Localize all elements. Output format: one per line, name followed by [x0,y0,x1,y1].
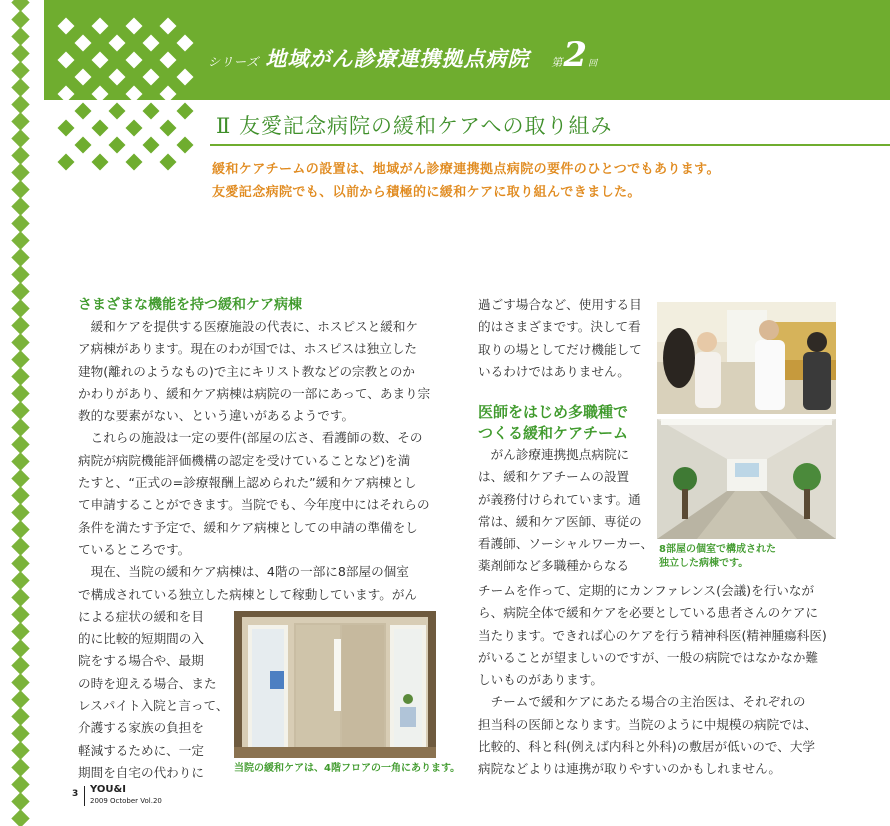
diamond-decoration [177,69,194,86]
footer-divider [84,786,85,806]
diamond-decoration [11,486,29,504]
section-title: Ⅱ 友愛記念病院の緩和ケアへの取り組み [216,114,613,138]
body-line: 常は、緩和ケア医師、専従の [478,513,642,529]
heading-palliative-ward: さまざまな機能を持つ緩和ケア病棟 [78,297,302,313]
body-line: による症状の緩和を目 [78,608,204,624]
body-line: 条件を満たす予定で、緩和ケア病棟としての申請の準備をし [78,519,418,535]
diamond-decoration [11,554,29,572]
body-line: 建物(離れのようなもの)で主にキリスト教などの宗教とのか [78,363,416,379]
heading-line: 医師をはじめ多職種で [478,403,629,421]
ward-corridor-photo [657,419,836,539]
body-line: 取りの場としてだけ機能して [478,341,642,357]
diamond-decoration [160,120,177,137]
diamond-decoration [11,44,29,62]
photo-caption-entrance: 当院の緩和ケアは、4階フロアの一角にあります。 [234,763,461,774]
issue-prefix: 第 [551,56,563,69]
diamond-decoration [92,52,109,69]
diamond-decoration [11,622,29,640]
body-line: 介護する家族の負担を [78,720,204,736]
body-line: 病院が病院機能評価機構の認定を受けていることなど)を満 [78,452,411,468]
diamond-decoration [11,775,29,793]
diamond-decoration [11,112,29,130]
diamond-decoration [11,741,29,759]
ward-entrance-photo [234,611,436,758]
body-line: 院をする場合や、最期 [78,653,204,669]
diamond-decoration [11,503,29,521]
diamond-decoration [177,137,194,154]
diamond-decoration [11,333,29,351]
diamond-decoration [11,792,29,810]
magazine-issue: 2009 October Vol.20 [90,797,162,805]
issue-digit: 2 [563,35,588,75]
body-line: 期間を自宅の代わりに [78,764,204,780]
diamond-decoration [143,35,160,52]
diamond-decoration [177,35,194,52]
diamond-decoration [11,248,29,266]
body-line: 軽減するために、一定 [78,742,204,758]
right-column-top [478,294,654,383]
diamond-decoration [126,154,143,171]
diamond-decoration [11,809,29,826]
diamond-decoration [11,129,29,147]
diamond-decoration [11,231,29,249]
intro-line: 緩和ケアチームの設置は、地域がん診療連携拠点病院の要件のひとつでもあります。 [212,162,720,177]
body-line: 病院などよりは連携が取りやすいのかもしれません。 [478,761,782,777]
body-line: かわりがあり、緩和ケア病棟は病院の一部にあって、あまり宗 [78,385,431,401]
diamond-decoration [11,758,29,776]
diamond-decoration [109,69,126,86]
diamond-decoration [11,571,29,589]
heading-line: つくる緩和ケアチーム [478,424,629,442]
diamond-decoration [11,367,29,385]
diamond-decoration [177,103,194,120]
body-line: 薬剤師など多職種からなる [478,558,630,574]
diamond-decoration [11,452,29,470]
diamond-decoration [11,724,29,742]
series-heading [208,35,598,75]
body-line: レスパイト入院と言って、 [78,698,229,714]
diamond-decoration [11,163,29,181]
series-label: シリーズ [208,55,260,69]
diamond-decoration [11,384,29,402]
diamond-decoration [11,27,29,45]
diamond-decoration [160,52,177,69]
diamond-decoration [11,673,29,691]
body-line: 看護師、ソーシャルワーカー、 [478,536,654,552]
body-line: 現在、当院の緩和ケア病棟は、4階の一部に8部屋の個室 [78,564,409,580]
body-line: の時を迎える場合、また [78,675,217,691]
diamond-decoration [11,350,29,368]
diamond-decoration [160,18,177,35]
body-line: ら、病院全体で緩和ケアを必要としている患者さんのケアに [478,605,819,621]
diamond-decoration [92,86,109,103]
diamond-decoration [126,18,143,35]
heading-care-team [478,402,654,444]
body-line: 過ごす場合など、使用する目 [478,297,642,312]
diamond-decoration [11,690,29,708]
diamond-decoration [11,520,29,538]
diamond-decoration [92,154,109,171]
diamond-decoration [126,86,143,103]
diamond-decoration [126,120,143,137]
right-column-bottom [478,580,850,781]
photo-caption-corridor [659,543,776,571]
diamond-decoration [58,18,75,35]
diamond-decoration [143,103,160,120]
diamond-decoration [11,588,29,606]
body-line: 教的な要素がない、という違いがあるようです。 [78,408,355,424]
diamond-decoration [92,18,109,35]
diamond-decoration [109,35,126,52]
body-line: ているところです。 [78,541,191,557]
diamond-decoration [11,605,29,623]
diamond-decoration [58,120,75,137]
diamond-decoration [11,197,29,215]
body-line: で構成されている独立した病棟として稼動しています。がん [78,586,418,602]
body-line: たすと、“正式の=診療報酬上認められた”緩和ケア病棟とし [78,475,417,491]
diamond-decoration [109,137,126,154]
body-line: チームで緩和ケアにあたる場合の主治医は、それぞれの [478,694,806,710]
body-line: 当たります。できれば心のケアを行う精神科医(精神腫瘍科医) [478,627,827,643]
diamond-decoration [11,707,29,725]
diamond-decoration [11,316,29,334]
caption-line: 8部屋の個室で構成された [659,544,776,555]
diamond-decoration [11,146,29,164]
diamond-decoration [58,52,75,69]
page-number: 3 [72,789,79,799]
diamond-decoration [143,137,160,154]
body-line: これらの施設は一定の要件(部屋の広さ、看護師の数、その [78,430,423,446]
body-line: が義務付けられています。通 [478,491,641,507]
body-line: は、緩和ケアチームの設置 [478,469,630,485]
diamond-decoration [11,639,29,657]
diamond-pattern-decoration [60,20,200,170]
diamond-decoration [11,418,29,436]
body-line: 比較的、科と科(例えば内科と外科)の敷居が低いので、大学 [478,739,816,755]
diamond-border [0,0,44,826]
diamond-decoration [160,154,177,171]
diamond-decoration [11,537,29,555]
diamond-decoration [75,103,92,120]
body-line: がん診療連携拠点病院に [478,447,630,462]
diamond-decoration [75,35,92,52]
diamond-decoration [11,469,29,487]
diamond-decoration [126,52,143,69]
diamond-decoration [11,95,29,113]
diamond-decoration [11,180,29,198]
diamond-decoration [11,299,29,317]
diamond-decoration [11,78,29,96]
body-line: いるわけではありません。 [478,363,630,379]
body-line: て申請することができます。当院でも、今年度中にはそれらの [78,497,430,513]
staff-team-photo [657,302,836,414]
diamond-decoration [143,69,160,86]
diamond-decoration [75,137,92,154]
diamond-decoration [11,435,29,453]
right-column-team [478,402,654,578]
body-line: しいものがあります。 [478,672,603,688]
body-line: チームを作って、定期的にカンファレンス(会議)を行いなが [478,583,815,598]
body-line: 的はさまざまです。決して看 [478,319,641,335]
diamond-decoration [58,86,75,103]
diamond-decoration [11,656,29,674]
section-title-bar [210,102,890,146]
diamond-decoration [11,61,29,79]
body-line: がいることが望ましいのですが、一般の病院ではなかなか難 [478,649,819,665]
magazine-name: YOU&I [90,784,126,795]
issue-number [551,35,598,75]
diamond-decoration [75,69,92,86]
series-title: 地域がん診療連携拠点病院 [265,46,530,71]
diamond-decoration [109,103,126,120]
diamond-decoration [11,214,29,232]
caption-line: 独立した病棟です。 [659,558,749,569]
diamond-decoration [11,401,29,419]
body-line: 的に比較的短期間の入 [78,631,204,647]
body-line: 緩和ケアを提供する医療施設の代表に、ホスピスと緩和ケ [78,319,419,334]
body-line: 担当科の医師となります。当院のように中規模の病院では、 [478,716,818,732]
body-line: ア病棟があります。現在のわが国では、ホスピスは独立した [78,341,418,357]
intro-text [212,158,720,204]
diamond-decoration [11,10,29,28]
diamond-decoration [58,154,75,171]
diamond-decoration [160,86,177,103]
diamond-decoration [92,120,109,137]
diamond-decoration [11,282,29,300]
diamond-decoration [11,265,29,283]
issue-suffix: 回 [588,59,598,69]
intro-line: 友愛記念病院でも、以前から積極的に緩和ケアに取り組んできました。 [212,185,641,200]
